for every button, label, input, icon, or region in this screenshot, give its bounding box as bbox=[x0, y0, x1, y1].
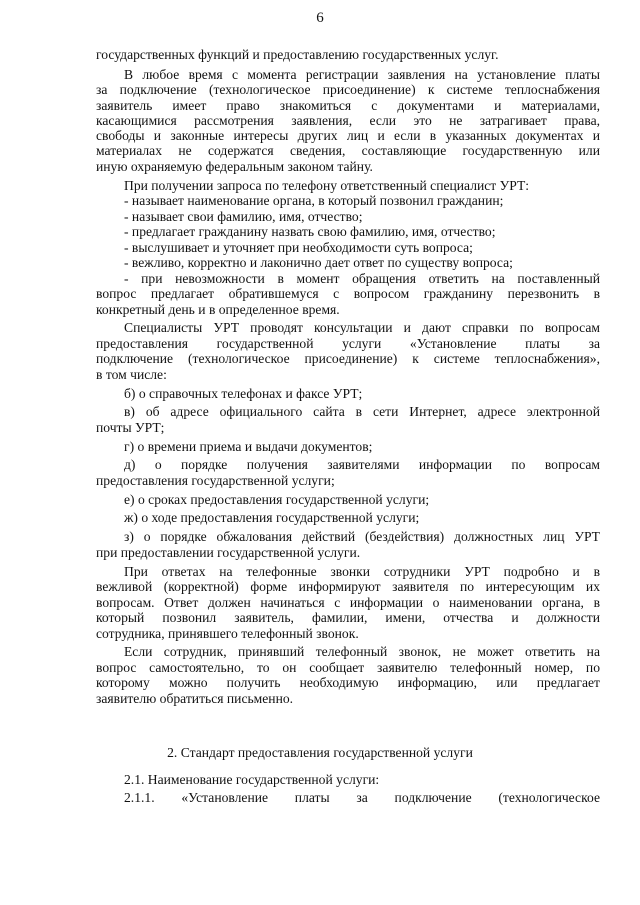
text-line: сотрудника, принявшего телефонный звонок. bbox=[96, 625, 359, 641]
text-line: - называет наименование органа, в который позвонил гражданин; bbox=[124, 193, 504, 209]
text-line: в) об адресе официального сайта в сети Интернет, адресе электронной bbox=[124, 404, 600, 420]
text-line: г) о времени приема и выдачи документов; bbox=[124, 438, 373, 454]
text-line: - называет свои фамилию, имя, отчество; bbox=[124, 208, 363, 224]
text-line: з) о порядке обжалования действий (бездействия) должностных лиц УРТ bbox=[124, 529, 600, 545]
text-line: который позвонил заявитель, фамилии, имени, отчества и должности bbox=[96, 610, 600, 626]
text-line: за подключение (технологическое присоединение) к системе теплоснабжения bbox=[96, 82, 600, 98]
text-line: В любое время с момента регистрации заявления на установление платы bbox=[124, 66, 600, 82]
text-line: государственных функций и предоставлению государственных услуг. bbox=[96, 47, 499, 62]
text-line: д) о порядке получения заявителями информации по вопросам bbox=[124, 457, 600, 473]
text-line: в том числе: bbox=[96, 366, 167, 382]
section-heading: 2. Стандарт предоставления государственной услуги bbox=[167, 745, 473, 760]
text-line: е) о сроках предоставления государственной услуги; bbox=[124, 491, 430, 507]
text-line: 2.1.1. «Установление платы за подключение (технологическое bbox=[124, 790, 600, 805]
text-line: заявитель имеет право знакомиться с документами и материалами, bbox=[96, 97, 600, 113]
text-line: свободы и законные интересы других лиц и если в указанных документах и bbox=[96, 127, 600, 143]
text-line: предоставления государственной услуги «Установление платы за bbox=[96, 335, 600, 351]
text-line: - выслушивает и уточняет при необходимости суть вопроса; bbox=[124, 239, 473, 255]
text-line: - вежливо, корректно и лаконично дает ответ по существу вопроса; bbox=[124, 255, 513, 271]
text-line: касающимися рассмотрения заявления, если это не затрагивает права, bbox=[96, 113, 600, 129]
text-line: вопросам. Ответ должен начинаться с информации о наименовании органа, в bbox=[96, 594, 600, 610]
text-line: 2.1. Наименование государственной услуги: bbox=[124, 772, 380, 787]
text-line: материалах не содержатся сведения, составляющие государственную или bbox=[96, 143, 600, 159]
text-line: ж) о ходе предоставления государственной услуги; bbox=[124, 510, 420, 526]
text-line: предоставления государственной услуги; bbox=[96, 472, 335, 488]
text-line: б) о справочных телефонах и факсе УРТ; bbox=[124, 385, 363, 401]
text-line: вежливой (корректной) форме информируют заявителя по интересующим их bbox=[96, 579, 600, 595]
text-line: которому можно получить необходимую информацию, или предлагает bbox=[96, 675, 600, 691]
text-line: подключение (технологическое присоединение) к системе теплоснабжения», bbox=[96, 351, 600, 367]
text-line: - при невозможности в момент обращения ответить на поставленный bbox=[124, 270, 600, 286]
text-line: вопрос самостоятельно, то он сообщает заявителю телефонный номер, по bbox=[96, 659, 600, 675]
text-line: Специалисты УРТ проводят консультации и дают справки по вопросам bbox=[124, 320, 600, 336]
text-line: вопрос предлагает обратившемуся с вопросом гражданину перезвонить в bbox=[96, 286, 600, 302]
page-number: 6 bbox=[316, 10, 324, 26]
text-line: При ответах на телефонные звонки сотрудники УРТ подробно и в bbox=[124, 563, 600, 579]
text-line: конкретный день и в определенное время. bbox=[96, 301, 340, 317]
text-line: При получении запроса по телефону ответственный специалист УРТ: bbox=[124, 177, 530, 193]
text-line: заявителю обратиться письменно. bbox=[96, 690, 294, 706]
text-line: при предоставлении государственной услуги. bbox=[96, 544, 361, 560]
text-line: почты УРТ; bbox=[96, 419, 165, 435]
text-line: Если сотрудник, принявший телефонный звонок, не может ответить на bbox=[124, 644, 600, 660]
text-line: иную охраняемую федеральным законом тайну. bbox=[96, 158, 373, 174]
text-line: - предлагает гражданину назвать свою фамилию, имя, отчество; bbox=[124, 224, 496, 240]
